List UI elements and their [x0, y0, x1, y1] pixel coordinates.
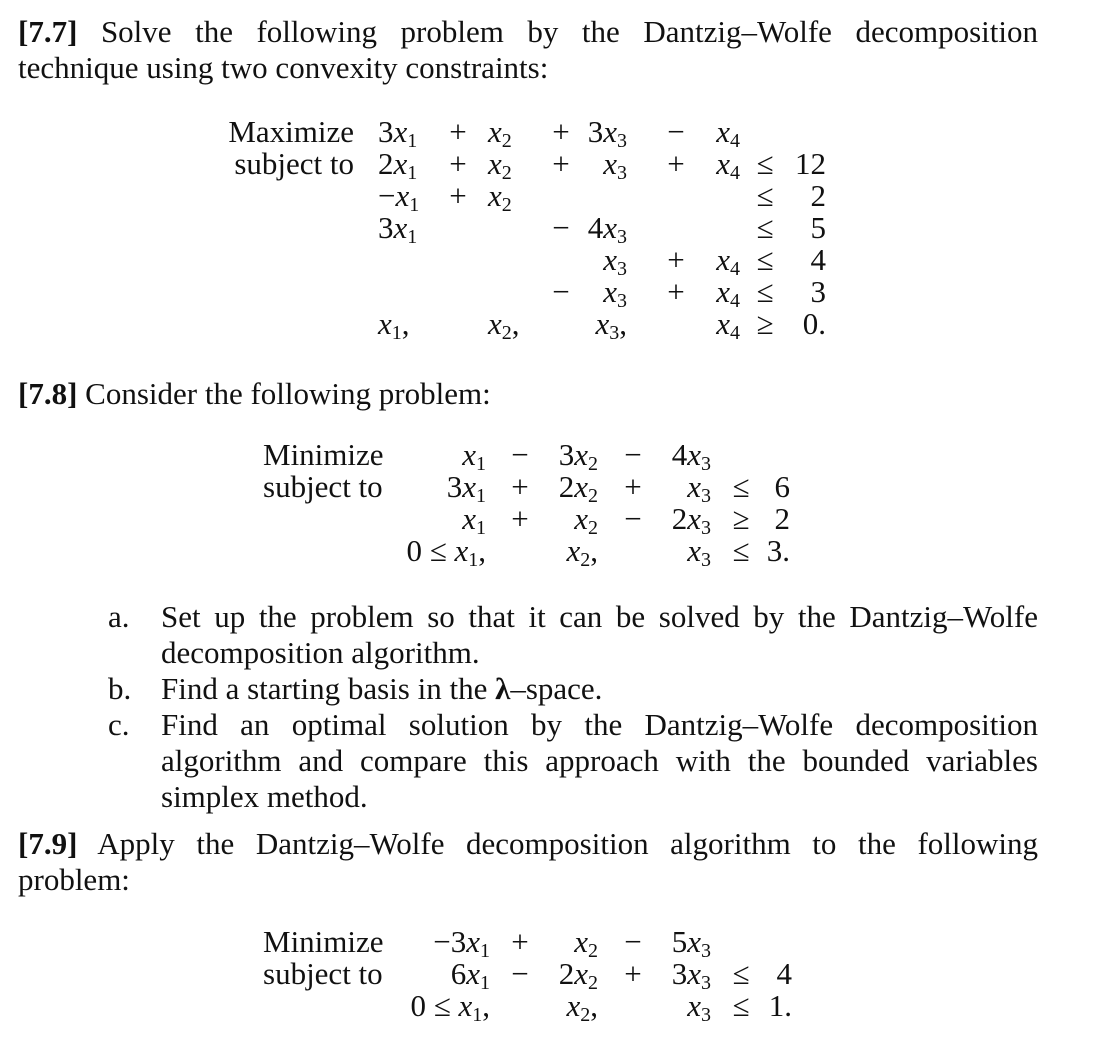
p78-item-letter: c. — [108, 707, 130, 742]
p79-eq-r1-c3: $2x_2$ — [558, 956, 598, 994]
p77-eq-r4-c5: $x_3$ — [603, 242, 627, 280]
p78-eq-r1-c2: + — [511, 469, 529, 504]
p77-line-1 — [18, 14, 1038, 50]
p77-eq-r2-c2: + — [449, 178, 467, 213]
p78-eq-r2-c4: − — [624, 501, 642, 536]
p79-eq-r1-c5: $3x_3$ — [671, 956, 711, 994]
p77-eq-r0-c3: $x_2$ — [488, 114, 512, 152]
p78-item-letter: a. — [108, 599, 130, 634]
p79-eq-r1-c7: 4 — [776, 956, 792, 991]
p79-text: Apply the Dantzig–Wolfe decomposition algorithm to the following — [97, 826, 1039, 861]
p77-label: [7.7] — [18, 14, 78, 49]
p77-eq-r0-c6: − — [667, 114, 685, 149]
p77-eq-r5-c8: ≤ — [756, 274, 774, 309]
p77-eq-r0-c4: + — [552, 114, 570, 149]
p77-eq-r1-c7: $x_4$ — [716, 146, 740, 184]
p79-eq-r1-c0: subject to — [263, 956, 383, 991]
p78-item-letter: b. — [108, 671, 132, 706]
p77-eq-r1-c3: $x_2$ — [488, 146, 512, 184]
p79-eq-r0-c0: Minimize — [263, 924, 384, 959]
p77-eq-r5-c9: 3 — [810, 274, 826, 309]
p77-eq-r3-c8: ≤ — [756, 210, 774, 245]
p78-eq-r1-c1: $3x_1$ — [446, 469, 486, 507]
p78-item-line: algorithm and compare this approach with the bounded variables — [161, 743, 1038, 778]
p77-eq-r0-c0: Maximize — [228, 114, 354, 149]
p78-item-line: decomposition algorithm. — [161, 635, 480, 670]
p77-eq-r3-c5: $4x_3$ — [587, 210, 627, 248]
p77-eq-r3-c4: − — [552, 210, 570, 245]
p77-eq-r1-c0: subject to — [234, 146, 354, 181]
p79-eq-r0-c1: $-3x_1$ — [433, 924, 490, 962]
p78-eq-r1-c5: $x_3$ — [687, 469, 711, 507]
p78-eq-r3-c7: 3. — [766, 533, 790, 568]
p78-eq-r1-c4: + — [624, 469, 642, 504]
p77-line-2: technique using two convexity constraints: — [18, 50, 549, 85]
p78-eq-r1-c3: $2x_2$ — [558, 469, 598, 507]
p78-eq-r0-c0: Minimize — [263, 437, 384, 472]
p77-eq-r6-c9: 0. — [802, 306, 826, 341]
p77-eq-r1-c9: 12 — [795, 146, 826, 181]
p77-eq-r6-c5: $x_3$, — [595, 306, 627, 344]
p77-eq-r5-c7: $x_4$ — [716, 274, 740, 312]
p77-eq-r1-c2: + — [449, 146, 467, 181]
p79-eq-r2-c5: $x_3$ — [687, 988, 711, 1026]
p77-eq-r5-c5: $x_3$ — [603, 274, 627, 312]
p77-eq-r0-c1: $3x_1$ — [378, 114, 418, 152]
p77-text: Solve the following problem by the Dantzig–Wolfe decomposition — [100, 14, 1038, 49]
p77-eq-r5-c4: − — [552, 274, 570, 309]
p77-eq-r1-c5: $x_3$ — [603, 146, 627, 184]
p77-eq-r1-c8: ≤ — [756, 146, 774, 181]
p79-eq-r2-c1: $0 \le x_1$, — [410, 988, 490, 1026]
p79-eq-r1-c4: + — [624, 956, 642, 991]
p78-eq-r1-c7: 6 — [774, 469, 790, 504]
p78-item-line: simplex method. — [161, 779, 368, 814]
p78-line-1 — [18, 376, 491, 412]
p77-eq-r1-c6: + — [667, 146, 685, 181]
p79-eq-r0-c4: − — [624, 924, 642, 959]
p79-line-1 — [18, 826, 1038, 862]
p79-eq-r1-c6: ≤ — [732, 956, 750, 991]
p77-eq-r4-c8: ≤ — [756, 242, 774, 277]
p77-eq-r4-c7: $x_4$ — [716, 242, 740, 280]
p78-eq-r0-c2: − — [511, 437, 529, 472]
p79-eq-r1-c2: − — [511, 956, 529, 991]
p78-label: [7.8] — [18, 376, 78, 411]
p77-eq-r6-c1: $x_1$, — [378, 306, 410, 344]
p79-eq-r1-c1: $6x_1$ — [450, 956, 490, 994]
p77-eq-r3-c9: 5 — [810, 210, 826, 245]
p79-eq-r2-c7: 1. — [768, 988, 792, 1023]
p77-eq-r0-c5: $3x_3$ — [587, 114, 627, 152]
p77-eq-r2-c8: ≤ — [756, 178, 774, 213]
p77-eq-r6-c8: ≥ — [756, 306, 774, 341]
p77-eq-r0-c7: $x_4$ — [716, 114, 740, 152]
p78-eq-r2-c5: $2x_3$ — [671, 501, 711, 539]
p78-eq-r2-c7: 2 — [774, 501, 790, 536]
p78-eq-r3-c3: $x_2$, — [566, 533, 598, 571]
p78-eq-r1-c6: ≤ — [732, 469, 750, 504]
p77-eq-r2-c3: $x_2$ — [488, 178, 512, 216]
p77-eq-r4-c6: + — [667, 242, 685, 277]
p77-eq-r2-c9: 2 — [810, 178, 826, 213]
p77-eq-r0-c2: + — [449, 114, 467, 149]
p79-line-2: problem: — [18, 862, 130, 897]
p78-eq-r2-c2: + — [511, 501, 529, 536]
p78-eq-r0-c3: $3x_2$ — [558, 437, 598, 475]
p78-eq-r2-c6: ≥ — [732, 501, 750, 536]
p78-eq-r3-c5: $x_3$ — [687, 533, 711, 571]
p78-eq-r2-c1: $x_1$ — [462, 501, 486, 539]
p79-eq-r0-c2: + — [511, 924, 529, 959]
p79-eq-r0-c5: $5x_3$ — [671, 924, 711, 962]
p78-item-line: Find a starting basis in the λ–space. — [161, 671, 603, 706]
p79-label: [7.9] — [18, 826, 78, 861]
p79-eq-r2-c6: ≤ — [732, 988, 750, 1023]
p78-item-line: Set up the problem so that it can be solved by the Dantzig–Wolfe — [161, 599, 1038, 634]
p77-eq-r6-c3: $x_2$, — [488, 306, 520, 344]
p78-eq-r0-c5: $4x_3$ — [671, 437, 711, 475]
p77-eq-r3-c1: $3x_1$ — [378, 210, 418, 248]
p77-eq-r4-c9: 4 — [810, 242, 826, 277]
p78-eq-r0-c1: $x_1$ — [462, 437, 486, 475]
p77-eq-r2-c1: $-x_1$ — [378, 178, 420, 216]
p77-eq-r6-c7: $x_4$ — [716, 306, 740, 344]
p79-eq-r2-c3: $x_2$, — [566, 988, 598, 1026]
p79-eq-r0-c3: $x_2$ — [574, 924, 598, 962]
p77-eq-r5-c6: + — [667, 274, 685, 309]
p78-eq-r2-c3: $x_2$ — [574, 501, 598, 539]
p77-eq-r1-c1: $2x_1$ — [378, 146, 418, 184]
p78-eq-r3-c1: $0 \le x_1$, — [406, 533, 486, 571]
p78-item-line: Find an optimal solution by the Dantzig–Wolfe decomposition — [161, 707, 1038, 742]
p78-eq-r0-c4: − — [624, 437, 642, 472]
p78-eq-r1-c0: subject to — [263, 469, 383, 504]
p78-eq-r3-c6: ≤ — [732, 533, 750, 568]
p77-eq-r1-c4: + — [552, 146, 570, 181]
p78-intro: Consider the following problem: — [85, 376, 491, 411]
